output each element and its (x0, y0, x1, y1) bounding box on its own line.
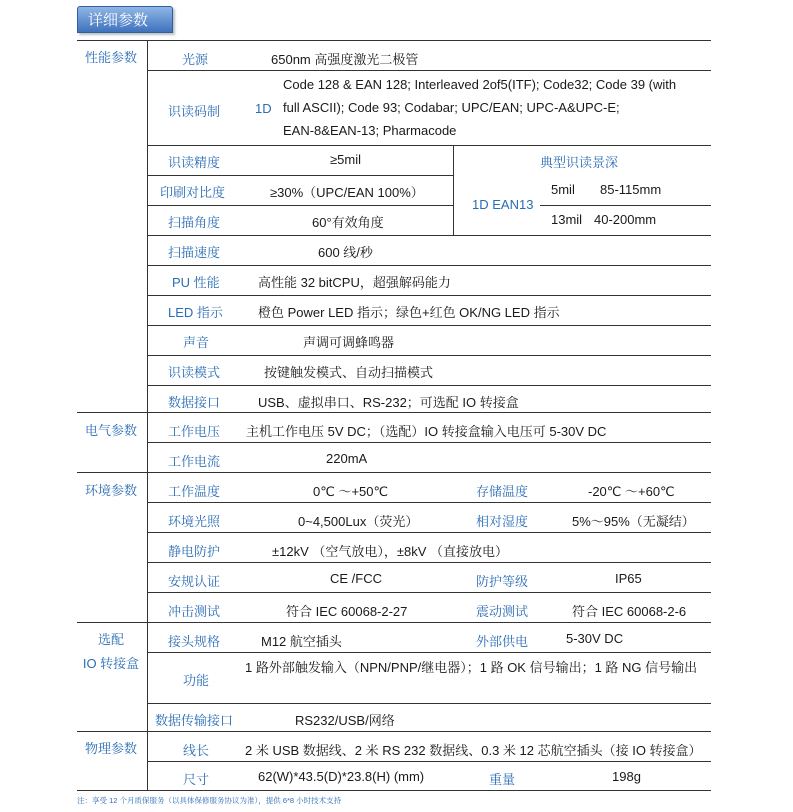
section-performance: 性能参数 (84, 50, 137, 65)
row-line (147, 592, 711, 593)
value-humidity: 5%～95%（无凝结） (572, 514, 695, 529)
value-voltage: 主机工作电压 5V DC；（选配）IO 转接盒输入电压可 5-30V DC (246, 424, 607, 439)
value-scan-speed: 600 线/秒 (318, 245, 373, 260)
depth-divider (453, 145, 454, 235)
label-light: 环境光照 (168, 514, 221, 529)
symbology-dimension: 1D (255, 101, 272, 116)
label-light-source: 光源 (182, 52, 209, 67)
value-interface: USB、虚拟串口、RS-232；可选配 IO 转接盒 (258, 395, 519, 410)
label-esd: 静电防护 (168, 544, 221, 559)
label-contrast: 印刷对比度 (160, 185, 226, 200)
value-shock: 符合 IEC 60068-2-27 (286, 604, 408, 619)
value-sound: 声调可调蜂鸣器 (303, 335, 395, 350)
section-tab: 详细参数 (77, 6, 173, 33)
symbology-line-3: EAN-8&EAN-13; Pharmacode (283, 123, 457, 138)
row-line (147, 175, 453, 176)
row-line (147, 502, 711, 503)
value-data-interface: RS232/USB/网络 (295, 713, 395, 728)
separator-electrical (77, 412, 711, 413)
value-size: 62(W)*43.5(D)*23.8(H) (mm) (258, 769, 425, 784)
label-op-temp: 工作温度 (168, 484, 221, 499)
column-divider (147, 41, 148, 790)
value-esd: ±12kV （空气放电），±8kV （直接放电） (272, 544, 509, 559)
row-line (147, 761, 711, 762)
value-cable: 2 米 USB 数据线、2 米 RS 232 数据线、0.3 米 12 芯航空插头（接 IO 转接盒） (245, 743, 702, 758)
label-current: 工作电流 (168, 454, 221, 469)
value-scan-angle: 60°有效角度 (312, 215, 384, 230)
separator-io-box (77, 622, 711, 623)
section-io-box-line1: 选配 (97, 632, 124, 647)
depth-row-2-range: 40-200mm (594, 212, 657, 227)
label-function: 功能 (183, 673, 210, 688)
row-line (147, 532, 711, 533)
row-line (147, 562, 711, 563)
label-cable: 线长 (183, 743, 210, 758)
label-symbologies: 识读码制 (168, 104, 221, 119)
value-function: 1 路外部触发输入（NPN/PNP/继电器）；1 路 OK 信号输出；1 路 NG 信号输出 (245, 660, 698, 675)
label-led: LED 指示 (168, 305, 223, 320)
value-read-mode: 按键触发模式、自动扫描模式 (264, 365, 434, 380)
depth-row-1-mil: 5mil (551, 182, 575, 197)
label-shock: 冲击测试 (168, 604, 221, 619)
row-line (147, 442, 711, 443)
section-electrical: 电气参数 (84, 423, 137, 438)
section-environment: 环境参数 (84, 483, 137, 498)
top-rule (77, 40, 711, 41)
symbology-line-1: Code 128 & EAN 128; Interleaved 2of5(ITF); Code32; Code 39 (with (283, 77, 677, 92)
value-op-temp: 0℃ ～+50℃ (313, 484, 389, 499)
depth-row-2-mil: 13mil (551, 212, 583, 227)
section-physical: 物理参数 (84, 741, 137, 756)
value-current: 220mA (326, 451, 368, 466)
row-line (540, 205, 711, 206)
row-line (147, 355, 711, 356)
value-led: 橙色 Power LED 指示；绿色+红色 OK/NG LED 指示 (258, 305, 560, 320)
value-light-source: 650nm 高强度激光二极管 (271, 52, 419, 67)
value-storage-temp: -20℃ ～+60℃ (588, 484, 675, 499)
row-line (147, 325, 711, 326)
label-storage-temp: 存储温度 (476, 484, 529, 499)
bottom-rule (77, 790, 711, 791)
row-line (147, 205, 453, 206)
label-sound: 声音 (183, 335, 210, 350)
footnote: 注：享受 12 个月质保服务（以具体保修服务协议为准），提供 6*8 小时技术支持 (77, 796, 342, 805)
label-scan-angle: 扫描角度 (168, 215, 221, 230)
row-line (147, 652, 711, 653)
depth-code: 1D EAN13 (472, 197, 534, 212)
row-line (147, 145, 711, 146)
value-light: 0~4,500Lux（荧光） (298, 514, 419, 529)
section-io-box-line2: IO 转接盒 (82, 656, 140, 671)
value-connector: M12 航空插头 (261, 634, 342, 649)
label-ext-power: 外部供电 (476, 634, 529, 649)
value-ext-power: 5-30V DC (566, 631, 624, 646)
value-contrast: ≥30%（UPC/EAN 100%） (270, 185, 424, 200)
label-read-mode: 识读模式 (168, 365, 221, 380)
label-connector: 接头规格 (168, 634, 221, 649)
depth-row-1-range: 85-115mm (600, 182, 662, 197)
label-scan-speed: 扫描速度 (168, 245, 221, 260)
separator-physical (77, 731, 711, 732)
label-voltage: 工作电压 (168, 424, 221, 439)
label-weight: 重量 (489, 772, 516, 787)
value-precision: ≥5mil (330, 152, 361, 167)
row-line (147, 70, 711, 71)
label-interface: 数据接口 (168, 395, 221, 410)
row-line (147, 385, 711, 386)
label-cert: 安规认证 (168, 574, 221, 589)
value-cert: CE /FCC (330, 571, 382, 586)
label-humidity: 相对湿度 (476, 514, 529, 529)
row-line (147, 235, 711, 236)
separator-environment (77, 472, 711, 473)
value-ip: IP65 (615, 571, 642, 586)
label-ip: 防护等级 (476, 574, 529, 589)
row-line (147, 703, 711, 704)
label-vibration: 震动测试 (476, 604, 529, 619)
symbology-line-2: full ASCII); Code 93; Codabar; UPC/EAN; UPC-A&UPC-E; (283, 100, 620, 115)
row-line (147, 265, 711, 266)
value-cpu: 高性能 32 bitCPU，超强解码能力 (258, 275, 451, 290)
label-cpu: PU 性能 (172, 275, 220, 290)
row-line (147, 295, 711, 296)
label-precision: 识读精度 (168, 155, 221, 170)
depth-header: 典型识读景深 (540, 155, 619, 170)
value-weight: 198g (612, 769, 641, 784)
label-size: 尺寸 (183, 772, 210, 787)
value-vibration: 符合 IEC 60068-2-6 (572, 604, 687, 619)
label-data-interface: 数据传输接口 (155, 713, 234, 728)
